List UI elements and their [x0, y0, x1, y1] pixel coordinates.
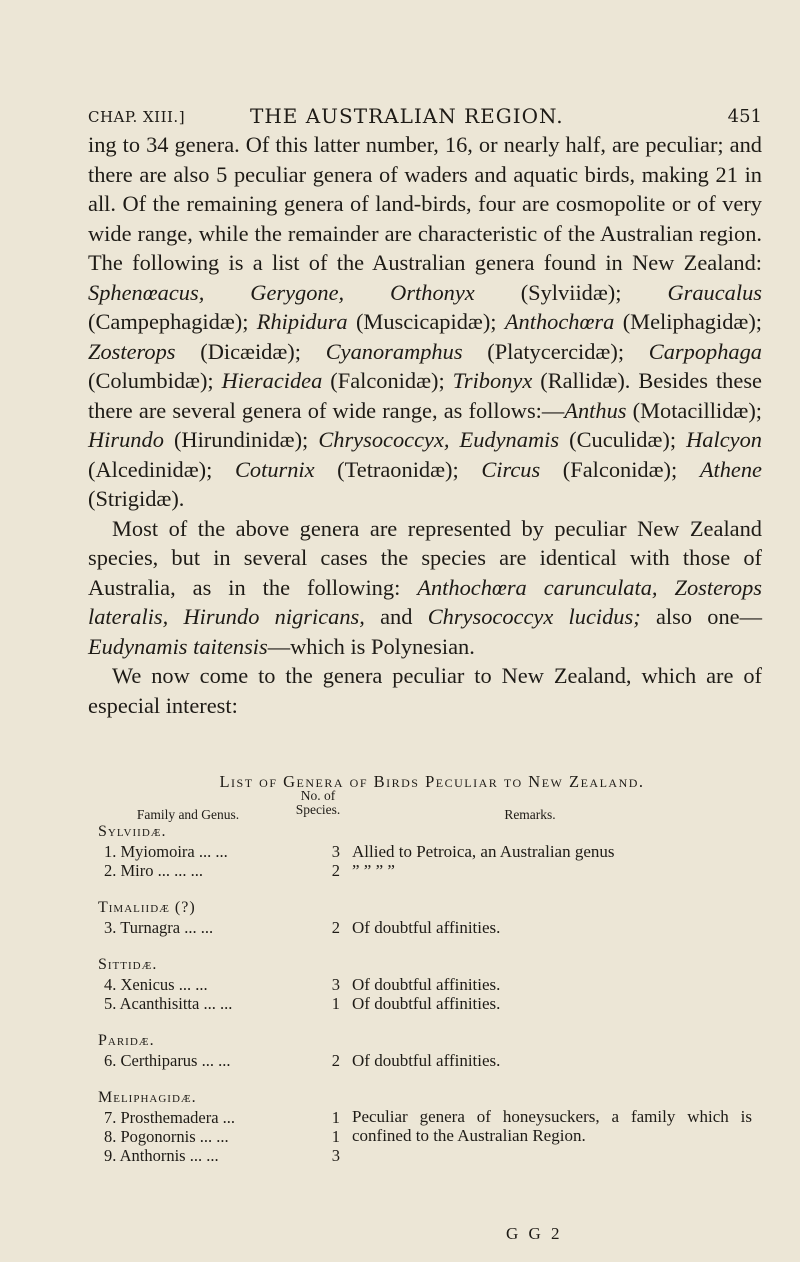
italic-genus-text: Zosterops: [88, 338, 176, 364]
genus-row: [98, 1051, 762, 1070]
spacer: [98, 937, 762, 955]
text-run: (Hirundinidæ);: [163, 427, 319, 452]
genus-remark: Of doubtful affinities.: [352, 1051, 501, 1070]
italic-genus-text: Eudynamis taitensis: [88, 633, 268, 659]
text-run: (Strigidæ).: [88, 486, 185, 511]
genus-name: 6. Certhiparus ... ...: [104, 1051, 231, 1070]
family-heading: Paridæ.: [98, 1032, 155, 1049]
italic-genus-text: Rhipidura: [256, 309, 348, 334]
column-header-family: Family and Genus.: [136, 807, 240, 822]
running-title: THE AUSTRALIAN REGION.: [250, 104, 564, 128]
spacer: [98, 1070, 762, 1088]
family-genera: [98, 1051, 762, 1070]
text-run: (Rallidæ). Besides these there are several genera of wide range, as follows:—: [88, 368, 762, 423]
species-count: 3: [331, 1146, 340, 1165]
text-run: (Columbidæ);: [88, 368, 222, 393]
genus-row: [98, 861, 762, 880]
paragraph: [88, 661, 762, 720]
genus-name: 2. Miro ... ... ...: [104, 861, 203, 880]
genus-remark: Allied to Petroica, an Australian genus: [352, 842, 615, 861]
genus-name: 3. Turnagra ... ...: [104, 918, 214, 937]
genus-row: [98, 975, 762, 994]
italic-genus-text: Hirundo: [88, 427, 164, 452]
genera-table: [98, 822, 762, 1165]
genus-row: [98, 918, 762, 937]
italic-genus-text: Coturnix: [234, 456, 315, 482]
family-heading: Sittidæ.: [98, 956, 158, 973]
species-count: 2: [331, 918, 340, 937]
text-run: (Falconidæ);: [540, 456, 700, 482]
italic-genus-text: Cyanoramphus: [325, 338, 463, 364]
paragraph: [88, 130, 762, 514]
species-count: 1: [331, 1108, 340, 1127]
column-header-species: No. of Species.: [295, 788, 341, 817]
italic-genus-text: Hieracidea: [221, 368, 323, 393]
family-genera: [98, 975, 762, 1013]
genus-row: [98, 842, 762, 861]
text-run: Most of the above genera are represented by peculiar New Zealand species, but in several cases the species are identical with those of Australia, as in the following:: [88, 515, 762, 600]
chapter-label: CHAP. XIII.]: [88, 108, 186, 126]
text-run: (Falconidæ);: [322, 368, 453, 393]
italic-genus-text: Chrysococcyx lucidus;: [427, 604, 641, 629]
genus-row: [98, 994, 762, 1013]
paragraph: [88, 514, 762, 662]
text-run: (Meliphagidæ);: [614, 309, 762, 334]
italic-genus-text: Anthus: [564, 397, 627, 423]
italic-genus-text: Anthochœra: [504, 309, 615, 334]
spacer: [98, 880, 762, 898]
italic-genus-text: Anthochœra carunculata, Zosterops lateralis, Hirundo nigricans,: [88, 574, 763, 629]
family-genera: [98, 918, 762, 937]
family-heading: Sylviidæ.: [98, 823, 167, 840]
family-remark: Peculiar genera of honeysuckers, a family which is confined to the Australian Region.: [352, 1107, 752, 1145]
genus-name: 8. Pogonornis ... ...: [104, 1127, 229, 1146]
species-count: 1: [331, 1127, 340, 1146]
spacer: [98, 1013, 762, 1031]
family-heading: Timaliidæ (?): [98, 899, 196, 916]
italic-genus-text: Tribonyx: [452, 368, 533, 393]
page-number: 451: [727, 106, 762, 127]
signature-mark: G G 2: [506, 1224, 563, 1243]
species-count: 3: [331, 842, 340, 861]
genus-remark: Of doubtful affinities.: [352, 994, 501, 1013]
species-count: 1: [331, 994, 340, 1013]
text-run: (Platycercidæ);: [462, 338, 649, 364]
genus-name: 9. Anthornis ... ...: [104, 1146, 219, 1165]
italic-genus-text: Chrysococcyx, Eudynamis: [318, 427, 560, 452]
genus-remark: ” ” ” ”: [352, 861, 395, 880]
italic-genus-text: Circus: [481, 456, 541, 482]
list-title: List of Genera of Birds Peculiar to New Zealand.: [219, 772, 645, 791]
genus-row: [98, 1146, 762, 1165]
text-run: (Sylviidæ);: [474, 279, 668, 305]
text-run: (Alcedinidæ);: [88, 456, 235, 482]
genus-remark: Of doubtful affinities.: [352, 975, 501, 994]
text-run: —which is Polynesian.: [267, 633, 475, 659]
family-genera: [98, 1108, 762, 1165]
genus-name: 4. Xenicus ... ...: [104, 975, 208, 994]
text-run: ing to 34 genera. Of this latter number, 16, or nearly half, are peculiar; and there are also 5 peculiar genera of waders and aquatic birds, making 21 in all. Of the remaining genera of land-birds, four are cosmopolite or of very wide range, while the remainder are characteristic of the Australian region. The following is a list of the Australian genera found in New Zealand:: [88, 132, 762, 275]
italic-genus-text: Sphenœacus, Gerygone, Orthonyx: [88, 279, 475, 305]
text-run: and: [364, 604, 428, 629]
column-header-remarks: Remarks.: [504, 807, 556, 822]
genus-name: 7. Prosthemadera ...: [104, 1108, 236, 1127]
text-run: (Tetraonidæ);: [314, 456, 482, 482]
genus-name: 5. Acanthisitta ... ...: [104, 994, 233, 1013]
text-run: (Muscicapidæ);: [347, 309, 505, 334]
text-run: (Cuculidæ);: [559, 427, 687, 452]
italic-genus-text: Halcyon: [686, 427, 762, 452]
text-run: also one—: [640, 604, 763, 629]
italic-genus-text: Carpophaga: [648, 338, 762, 364]
family-genera: [98, 842, 762, 880]
species-count: 2: [331, 861, 340, 880]
text-run: (Motacillidæ);: [626, 397, 762, 423]
text-run: (Campephagidæ);: [88, 309, 257, 334]
species-count: 2: [331, 1051, 340, 1070]
genus-remark: Of doubtful affinities.: [352, 918, 501, 937]
italic-genus-text: Athene: [699, 456, 762, 482]
italic-genus-text: Graucalus: [667, 279, 763, 305]
text-run: (Dicæidæ);: [175, 338, 326, 364]
genus-name: 1. Myiomoira ... ...: [104, 842, 228, 861]
body-text: [88, 130, 762, 720]
species-count: 3: [331, 975, 340, 994]
text-run: We now come to the genera peculiar to New Zealand, which are of especial interest:: [88, 663, 762, 718]
family-heading: Meliphagidæ.: [98, 1089, 197, 1106]
